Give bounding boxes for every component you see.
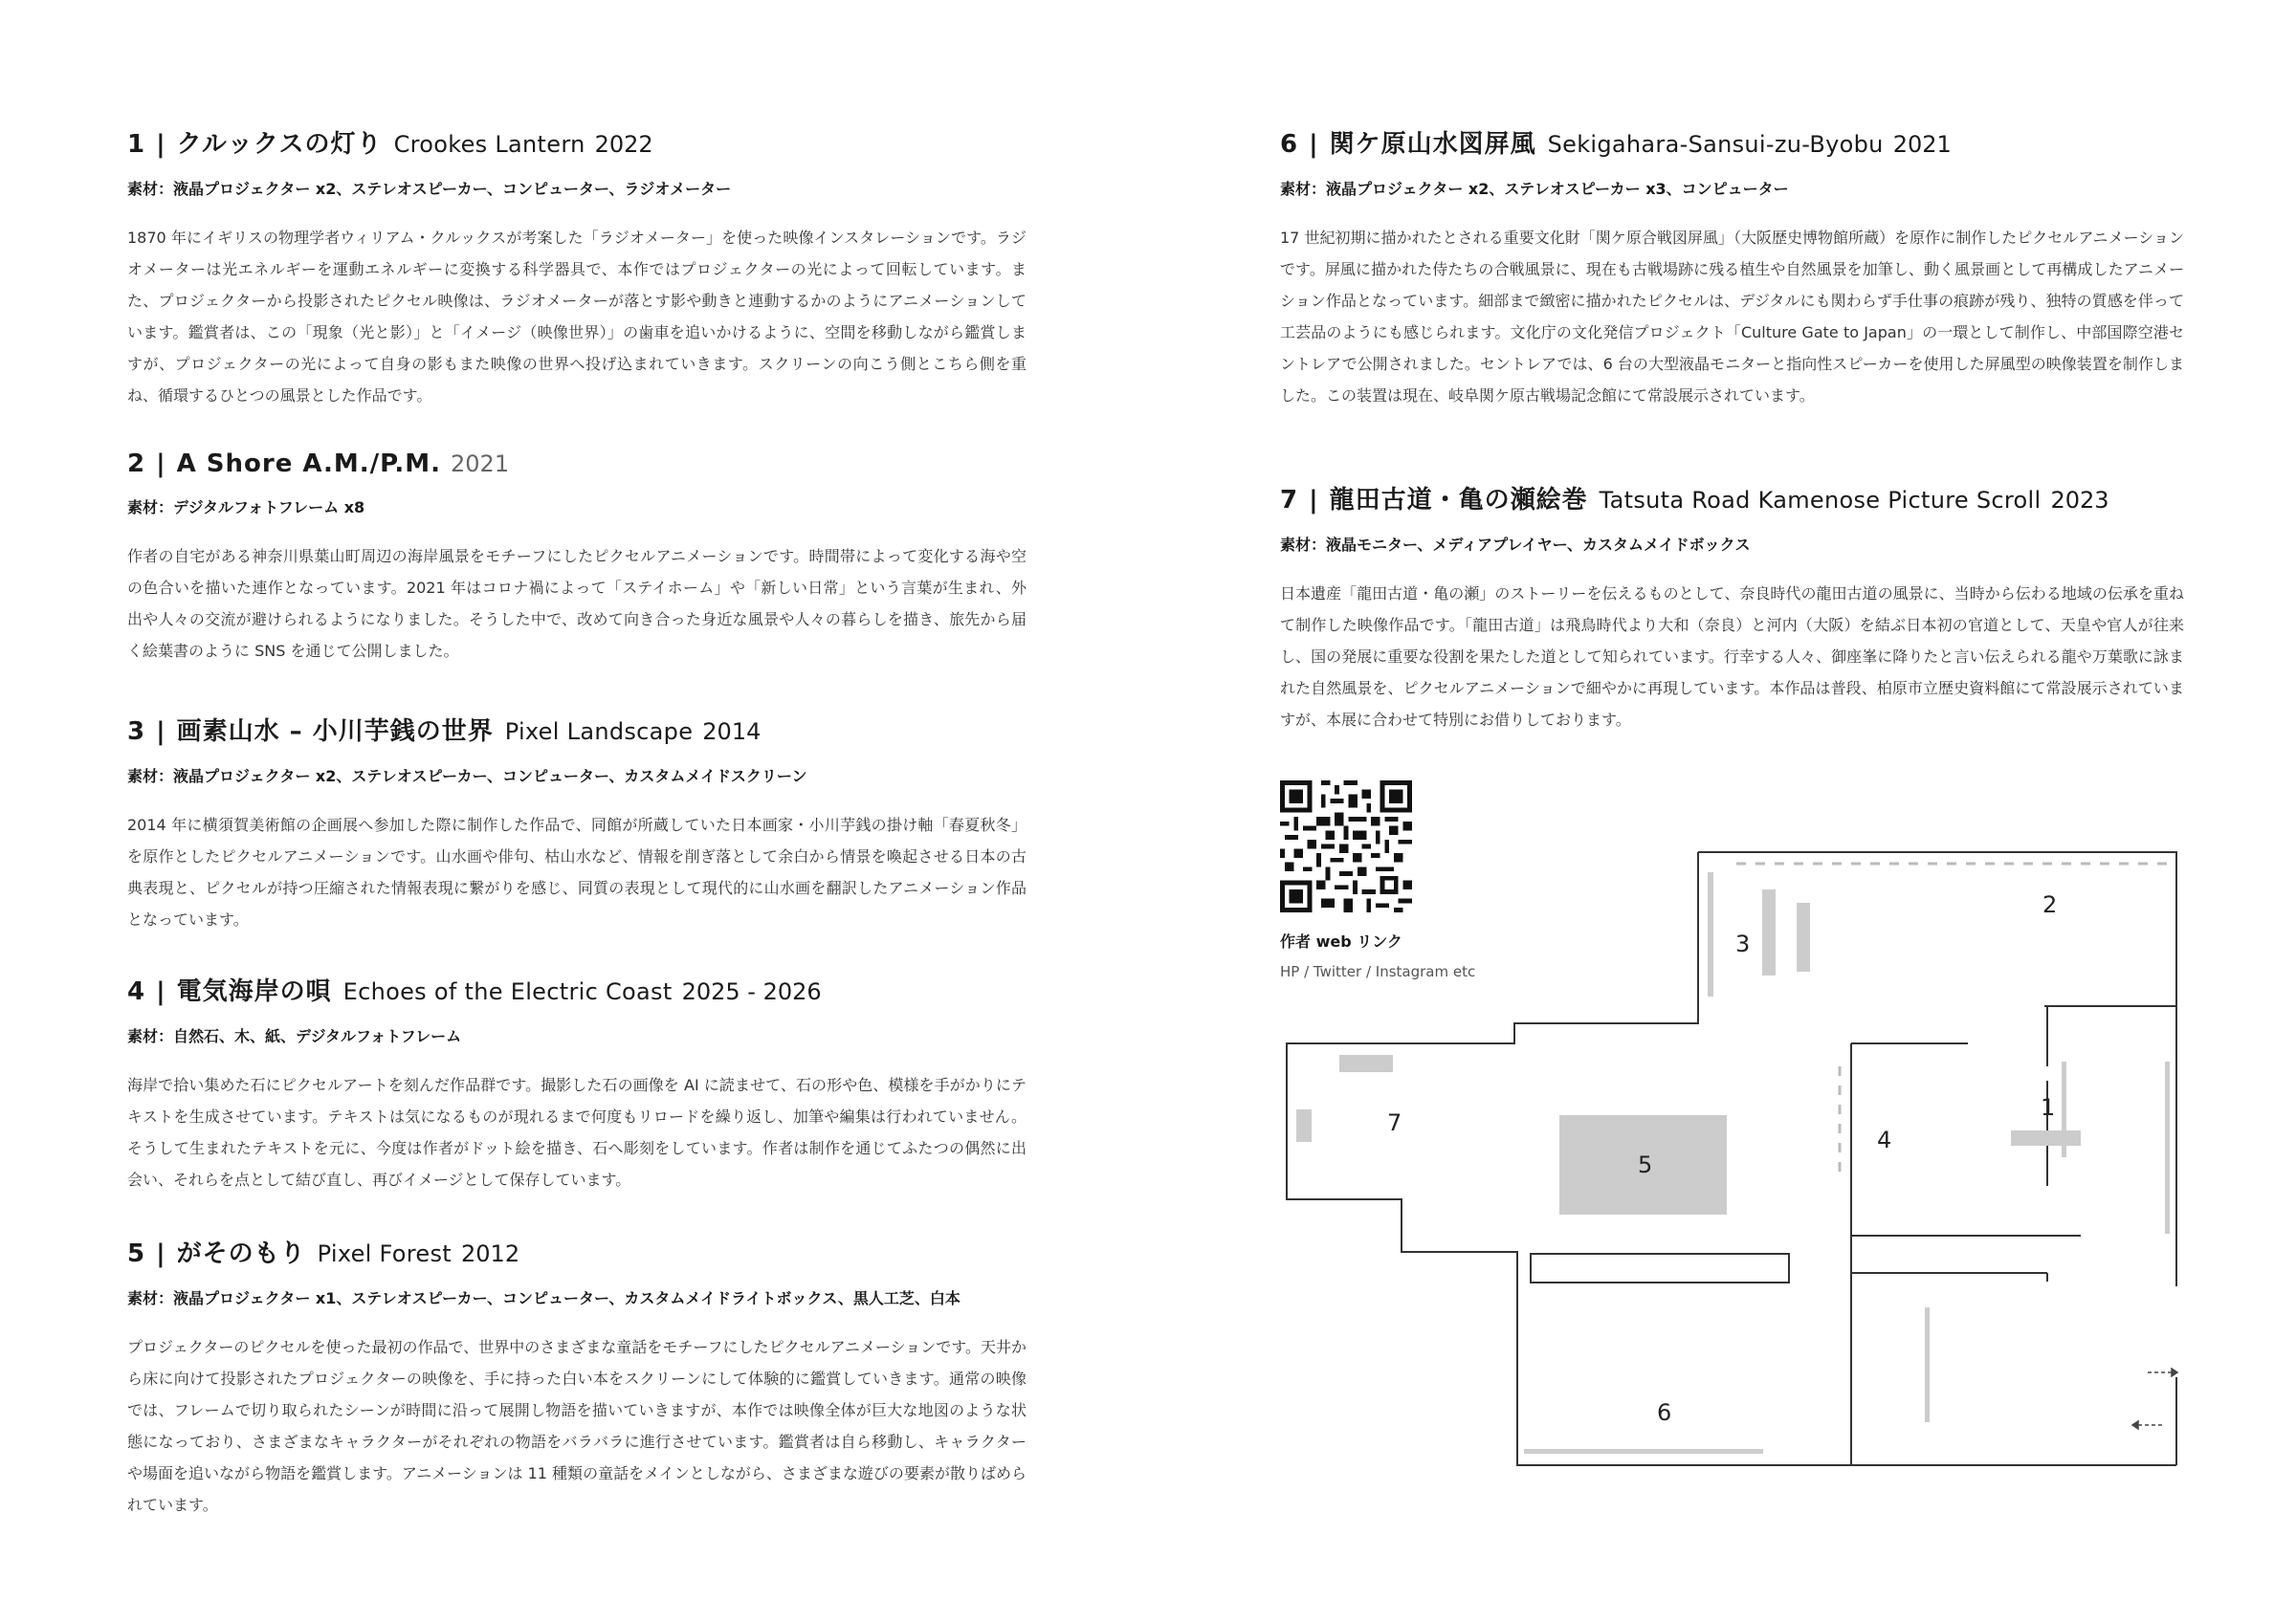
artwork-title-ja: がそのもり — [176, 1239, 306, 1268]
artwork-entry-7 — [1280, 480, 2184, 735]
artwork-year: 2014 — [702, 718, 762, 745]
title-separator: | — [156, 130, 166, 159]
title-separator: | — [156, 717, 166, 746]
artwork-year: 2023 — [2050, 487, 2109, 514]
artwork-entry-3 — [127, 712, 1027, 935]
artwork-description: 17 世紀初期に描かれたとされる重要文化財「関ケ原合戦図屏風」（大阪歴史博物館所蔵）を原作に制作したピクセルアニメーションです。屏風に描かれた侍たちの合戦風景に、現在も古戦場跡に残る植生や自然風景を加筆し、動く風景画として再構成したアニメーション作品となっています。細部まで緻密に描かれたピクセルは、デジタルにも関わらず手仕事の痕跡が残り、独特の質感を伴って工芸品のようにも感じられます。文化庁の文化発信プロジェクト「Culture Gate to Japan」の一環として制作し、中部国際空港セントレアで公開されました。セントレアでは、6 台の大型液晶モニターと指向性スピーカーを使用した屏風型の映像装置を制作しました。この装置は現在、岐阜関ケ原古戦場記念館にて常設展示されています。 — [1280, 229, 2184, 405]
artwork-entry-5 — [127, 1234, 1027, 1521]
artwork-title-ja: 画素山水 – 小川芋銭の世界 — [176, 717, 494, 746]
entrance-arrow-icon — [2132, 1369, 2177, 1429]
artwork-title — [127, 450, 1027, 478]
floor-plan-label-1: 1 — [2041, 1094, 2056, 1121]
artwork-title-en: Echoes of the Electric Coast — [342, 978, 673, 1005]
artwork-title — [127, 1234, 1027, 1269]
artwork-number: 5 — [127, 1239, 145, 1268]
artwork-title-ja: 関ケ原山水図屏風 — [1329, 130, 1536, 159]
artwork-entry-6 — [1280, 124, 2184, 411]
artwork-year: 2021 — [1892, 131, 1952, 158]
floor-plan-label-4: 4 — [1877, 1127, 1892, 1153]
artwork-number: 1 — [127, 130, 145, 159]
artwork-number: 4 — [127, 977, 145, 1006]
artwork-title — [1280, 124, 2184, 160]
artwork-year: 2022 — [594, 131, 653, 158]
artwork-materials: 素材：液晶モニター、メディアプレイヤー、カスタムメイドボックス — [1280, 536, 1751, 554]
artwork-description: 1870 年にイギリスの物理学者ウィリアム・クルックスが考案した「ラジオメーター」を使った映像インスタレーションです。ラジオメーターは光エネルギーを運動エネルギーに変換する科学器具で、本作ではプロジェクターの光によって回転しています。また、プロジェクターから投影されたピクセル映像は、ラジオメーターが落とす影や動きと連動するかのようにアニメーションしています。鑑賞者は、この「現象（光と影）」と「イメージ（映像世界）」の歯車を追いかけるように、空間を移動しながら鑑賞しますが、プロジェクターの光によって自身の影もまた映像の世界へ投げ込まれていきます。スクリーンの向こう側とこちら側を重ね、循環するひとつの風景とした作品です。 — [127, 229, 1027, 405]
artwork-number: 2 — [127, 450, 145, 478]
artwork-year: 2021 — [451, 450, 510, 477]
artwork-title — [127, 712, 1027, 747]
author-link-platforms: HP / Twitter / Instagram etc — [1280, 963, 1476, 980]
title-separator: | — [156, 977, 166, 1006]
artwork-entry-4 — [127, 972, 1027, 1195]
artwork-materials: 素材：液晶プロジェクター x1、ステレオスピーカー、コンピューター、カスタムメイドライトボックス、黒人工芝、白本 — [127, 1289, 960, 1307]
artwork-description: 作者の自宅がある神奈川県葉山町周辺の海岸風景をモチーフにしたピクセルアニメーションです。時間帯によって変化する海や空の色合いを描いた連作となっています。2021 年はコロナ禍によって「ステイホーム」や「新しい日常」という言葉が生まれ、外出や人々の交流が避けられるようになりました。そうした中で、改めて向き合った身近な風景や人々の暮らしを描き、旅先から届く絵葉書のように SNS を通じて公開しました。 — [127, 547, 1027, 660]
floor-plan-label-6: 6 — [1657, 1399, 1672, 1426]
artwork-title — [127, 124, 1027, 160]
artwork-number: 7 — [1280, 486, 1298, 515]
floor-plan-label-3: 3 — [1735, 931, 1751, 957]
artwork-title-en: Pixel Landscape — [504, 718, 694, 745]
floor-plan-label-2: 2 — [2042, 891, 2058, 918]
artwork-description: 海岸で拾い集めた石にピクセルアートを刻んだ作品群です。撮影した石の画像を AI に読ませて、石の形や色、模様を手がかりにテキストを生成させています。テキストは気になるものが現れるまで何度もリロードを繰り返し、加筆や編集は行われていません。そうして生まれたテキストを元に、今度は作者がドット絵を描き、石へ彫刻をしています。作者は制作を通じてふたつの偶然に出会い、それらを点として結び直し、再びイメージとして保存しています。 — [127, 1076, 1027, 1189]
title-separator: | — [156, 450, 166, 478]
artwork-number: 3 — [127, 717, 145, 746]
artwork-materials: 素材：液晶プロジェクター x2、ステレオスピーカー、コンピューター、カスタムメイドスクリーン — [127, 767, 807, 785]
artwork-title-en: Crookes Lantern — [393, 131, 585, 158]
artwork-title — [127, 972, 1027, 1007]
floor-plan-label-7: 7 — [1387, 1109, 1402, 1136]
artwork-description: 2014 年に横須賀美術館の企画展へ参加した際に制作した作品で、同館が所蔵していた日本画家・小川芋銭の掛け軸「春夏秋冬」を原作としたピクセルアニメーションです。山水画や俳句、枯山水など、情報を削ぎ落として余白から情景を喚起させる日本の古典表現と、ピクセルが持つ圧縮された情報表現に繋がりを感じ、同質の表現として現代的に山水画を翻訳したアニメーション作品となっています。 — [127, 816, 1027, 929]
artwork-description: プロジェクターのピクセルを使った最初の作品で、世界中のさまざまな童話をモチーフにしたピクセルアニメーションです。天井から床に向けて投影されたプロジェクターの映像を、手に持った白い本をスクリーンにして体験的に鑑賞していきます。通常の映像では、フレームで切り取られたシーンが時間に沿って展開し物語を描いていきますが、本作では映像全体が巨大な地図のような状態になっており、さまざまなキャラクターがそれぞれの物語をバラバラに進行させています。鑑賞者は自ら移動し、キャラクターや場面を追いながら物語を鑑賞します。アニメーションは 11 種類の童話をメインとしながら、さまざまな遊びの要素が散りばめられています。 — [127, 1338, 1027, 1514]
floor-plan-displays — [1296, 872, 2170, 1454]
artwork-materials: 素材：液晶プロジェクター x2、ステレオスピーカー x3、コンピューター — [1280, 180, 1789, 198]
artwork-materials: 素材：デジタルフォトフレーム x8 — [127, 498, 365, 516]
artwork-number: 6 — [1280, 130, 1298, 159]
artwork-title-en: Tatsuta Road Kamenose Picture Scroll — [1599, 487, 2042, 514]
title-separator: | — [156, 1239, 166, 1268]
artwork-title — [1280, 480, 2184, 515]
artwork-title-en: Pixel Forest — [317, 1240, 453, 1267]
floor-plan-walls — [1287, 852, 2176, 1465]
artwork-title-ja: 龍田古道・亀の瀬絵巻 — [1329, 486, 1588, 515]
artwork-materials: 素材：自然石、木、紙、デジタルフォトフレーム — [127, 1027, 462, 1045]
title-separator: | — [1309, 130, 1318, 159]
artwork-title-ja: A Shore A.M./P.M. — [176, 450, 442, 478]
artwork-entry-2 — [127, 450, 1027, 667]
author-web-link[interactable]: 作者 web リンク — [1280, 932, 1402, 951]
artwork-title-ja: 電気海岸の唄 — [176, 977, 332, 1006]
artwork-entry-1 — [127, 124, 1027, 411]
floor-plan — [1282, 842, 2181, 1468]
floor-plan-label-5: 5 — [1638, 1151, 1653, 1178]
artwork-materials: 素材：液晶プロジェクター x2、ステレオスピーカー、コンピューター、ラジオメーター — [127, 180, 732, 198]
artwork-year: 2025 - 2026 — [681, 978, 822, 1005]
title-separator: | — [1309, 486, 1318, 515]
artwork-title-ja: クルックスの灯り — [176, 130, 383, 159]
artwork-description: 日本遺産「龍田古道・亀の瀬」のストーリーを伝えるものとして、奈良時代の龍田古道の風景に、当時から伝わる地域の伝承を重ねて制作した映像作品です。「龍田古道」は飛鳥時代より大和（奈良）と河内（大阪）を結ぶ日本初の官道として、天皇や官人が往来し、国の発展に重要な役割を果たした道として知られています。行幸する人々、御座峯に降りたと言い伝えられる龍や万葉歌に詠まれた自然風景を、ピクセルアニメーションで細やかに再現しています。本作品は普段、柏原市立歴史資料館にて常設展示されていますが、本展に合わせて特別にお借りしております。 — [1280, 584, 2184, 729]
artwork-title-en: Sekigahara-Sansui-zu-Byobu — [1547, 131, 1884, 158]
artwork-year: 2012 — [461, 1240, 520, 1267]
